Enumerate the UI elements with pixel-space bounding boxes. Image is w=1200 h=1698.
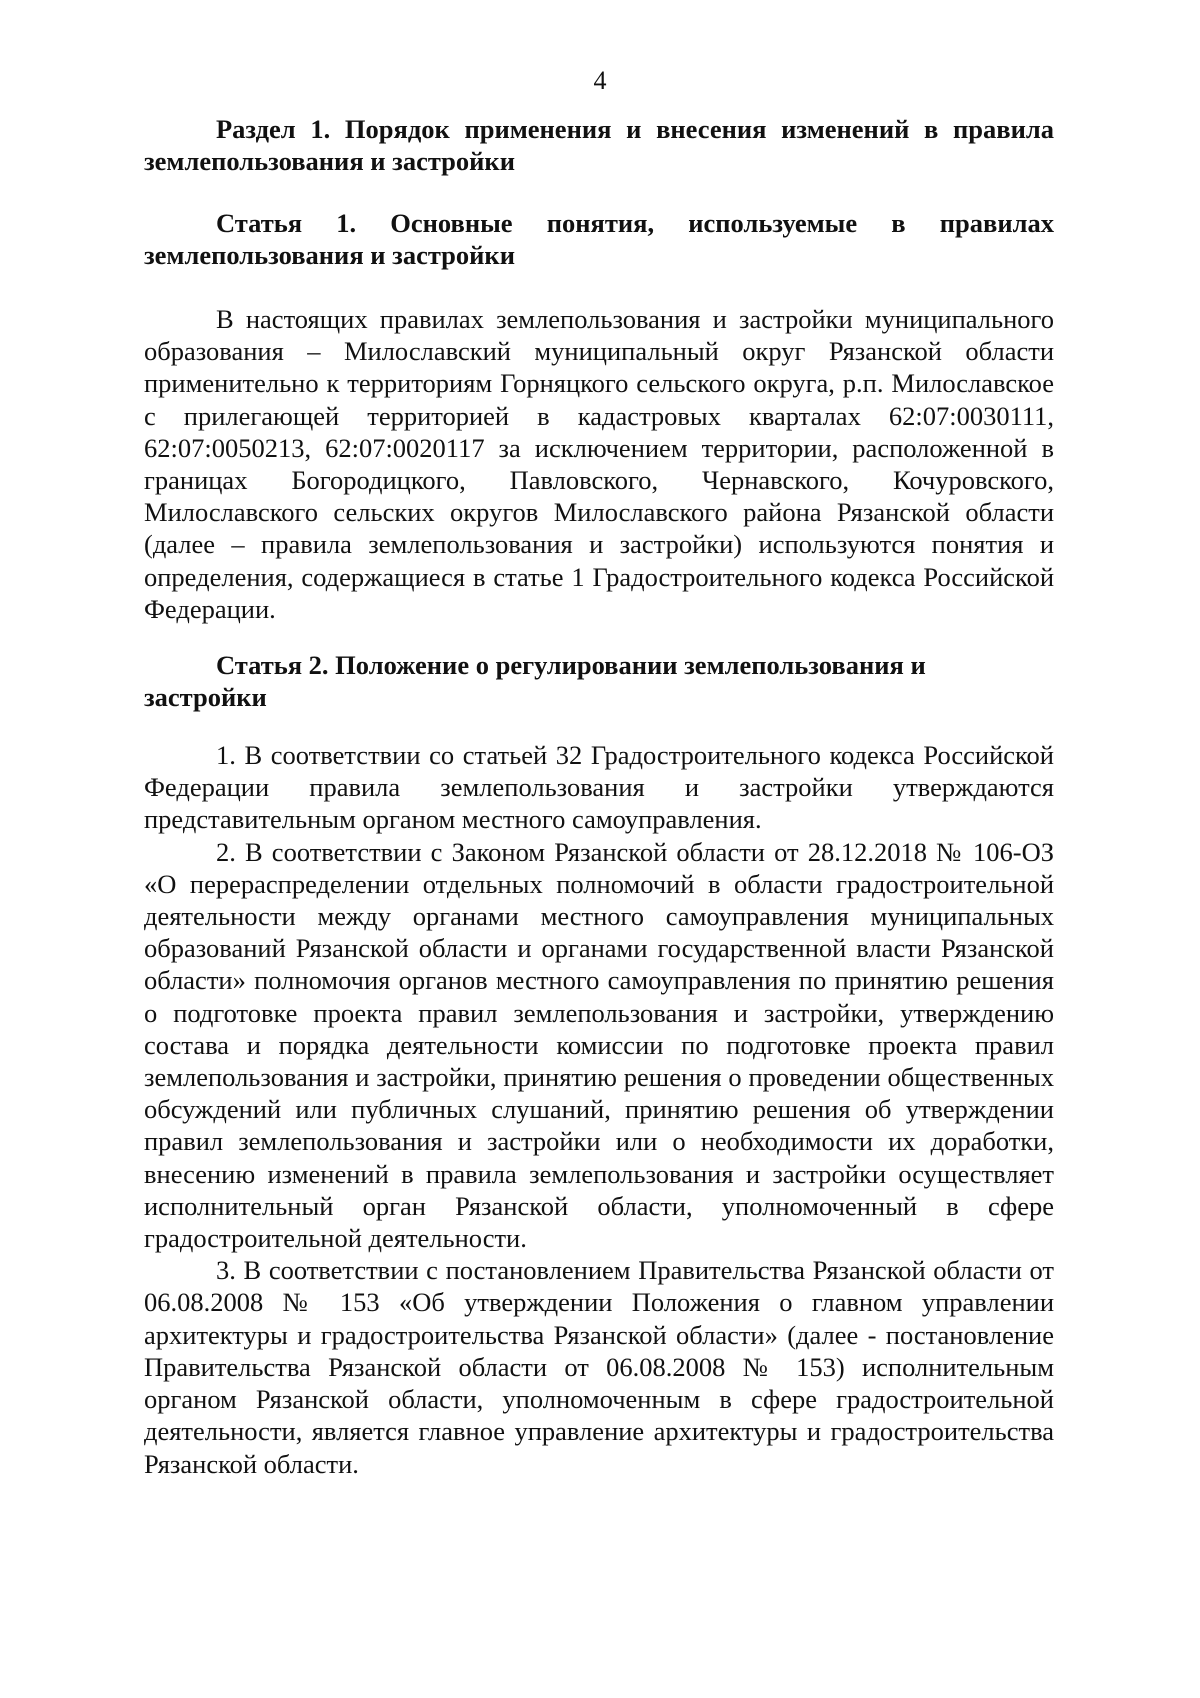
section-heading: Раздел 1. Порядок применения и внесения изменений в правила землепользования и застройки bbox=[144, 114, 1054, 176]
article-2-heading: Статья 2. Положение о регулировании землепользования и застройки bbox=[144, 650, 926, 713]
page-number: 4 bbox=[593, 66, 607, 95]
article-2-paragraph-1: 1. В соответствии со статьей 32 Градостроительного кодекса Российской Федерации правила землепользования и застройки утверждаются представительным органом местного самоуправления. bbox=[144, 740, 1054, 835]
article-2-paragraph-2: 2. В соответствии с Законом Рязанской области от 28.12.2018 № 106-ОЗ «О перераспределении отдельных полномочий в области градостроительной деятельности между органами местного самоуправления муниципальных образований Рязанской области и органами государственной власти Рязанской области» полномочия органов местного самоуправления по принятию решения о подготовке проекта правил землепользования и застройки, утверждению состава и порядка деятельности комиссии по подготовке проекта правил землепользования и застройки, принятию решения о проведении общественных обсуждений или публичных слушаний, принятию решения об утверждении правил землепользования и застройки или о необходимости их доработки, внесению изменений в правила землепользования и застройки осуществляет исполнительный орган Рязанской области, уполномоченный в сфере градостроительной деятельности. bbox=[144, 836, 1054, 1254]
article-1-paragraph: В настоящих правилах землепользования и застройки муниципального образования – Милославский муниципальный округ Рязанской области применительно к территориям Горняцкого сельского округа, р.п. Милославское с прилегающей территорией в кадастровых кварталах 62:07:0030111, 62:07:0050213, 62:07:0020117 за исключением территории, расположенной в границах Богородицкого, Павловского, Чернавского, Кочуровского, Милославского сельских округов Милославского района Рязанской области (далее – правила землепользования и застройки) используются понятия и определения, содержащиеся в статье 1 Градостроительного кодекса Российской Федерации. bbox=[144, 304, 1054, 624]
document-body bbox=[144, 113, 1054, 1480]
article-1-heading: Статья 1. Основные понятия, используемые в правилах землепользования и застройки bbox=[144, 208, 1054, 270]
article-2-paragraph-3: 3. В соответствии с постановлением Правительства Рязанской области от 06.08.2008 № 153 «Об утверждении Положения о главном управлении архитектуры и градостроительства Рязанской области» (далее - постановление Правительства Рязанской области от 06.08.2008 № 153) исполнительным органом Рязанской области, уполномоченным в сфере градостроительной деятельности, является главное управление архитектуры и градостроительства Рязанской области. bbox=[144, 1255, 1054, 1479]
